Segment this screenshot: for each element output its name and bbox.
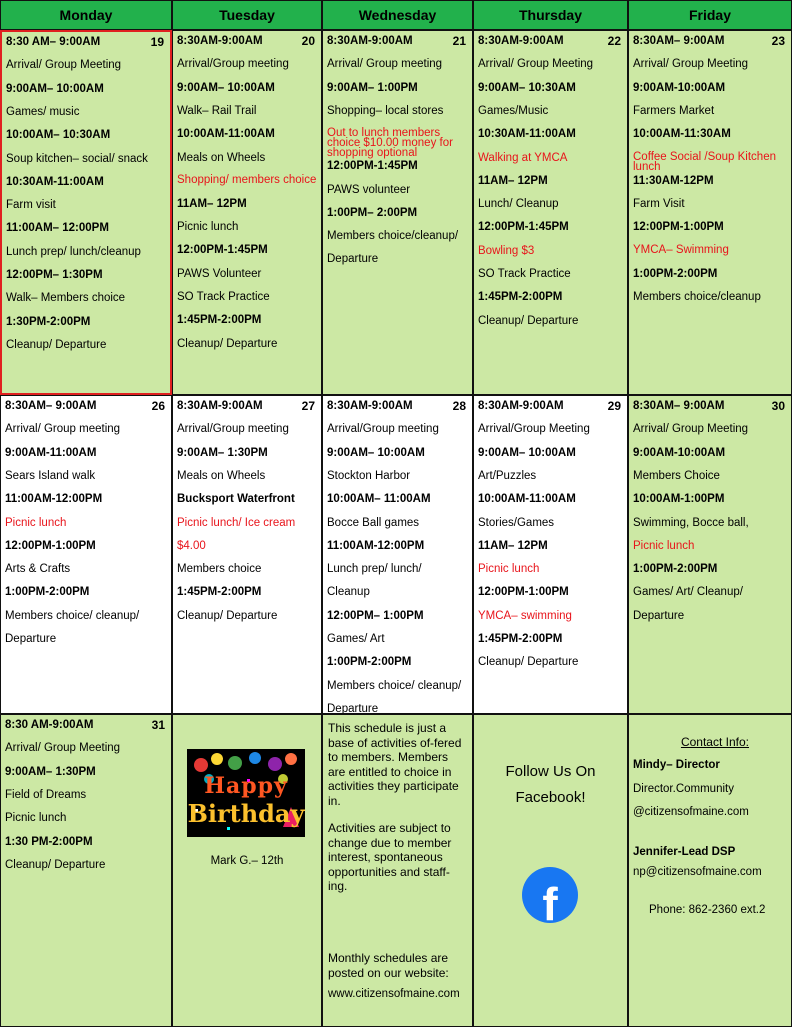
schedule-line: 11:00AM-12:00PM	[327, 539, 425, 552]
schedule-line: Members choice/cleanup/	[327, 230, 459, 243]
day-cell-30	[628, 395, 792, 714]
contact-line: Jennifer-Lead DSP	[633, 846, 736, 858]
schedule-line: Meals on Wheels	[177, 151, 266, 164]
schedule-line: Picnic lunch	[633, 539, 695, 552]
schedule-line: Arrival/ Group meeting	[327, 58, 443, 71]
note-paragraph: Activities are subject to change due to member interest, spontaneous opportunities and staff-ing.	[328, 821, 452, 893]
schedule-line: 8:30AM– 9:00AM	[5, 400, 97, 412]
day-cell-22	[473, 30, 628, 395]
schedule-line: Picnic lunch	[5, 812, 67, 825]
schedule-line: Members choice/ cleanup/	[327, 679, 462, 692]
schedule-line: Arrival/Group meeting	[327, 423, 439, 436]
schedule-line: Swimming, Bocce ball,	[633, 516, 749, 529]
day-cell-26	[0, 395, 172, 714]
day-number: 21	[452, 34, 466, 48]
website-link[interactable]: www.citizensofmaine.com	[328, 988, 460, 1000]
schedule-line: Arrival/ Group Meeting	[6, 59, 122, 72]
contact-heading: Contact Info:	[680, 735, 749, 749]
schedule-line: Stockton Harbor	[327, 469, 411, 482]
schedule-line: Arrival/ Group Meeting	[633, 423, 749, 436]
schedule-line: 1:45PM-2:00PM	[177, 586, 262, 599]
day-cell-20	[172, 30, 322, 395]
day-number: 30	[771, 399, 785, 413]
schedule-line: 10:00AM-11:00AM	[177, 128, 275, 141]
schedule-line: Shopping– local stores	[327, 104, 444, 117]
schedule-line: Arrival/ Group Meeting	[478, 58, 594, 71]
day-number: 22	[607, 34, 621, 48]
day-number: 31	[151, 718, 165, 732]
schedule-line: 11:30AM-12PM	[633, 174, 714, 187]
schedule-line: 8:30AM-9:00AM	[177, 400, 263, 412]
schedule-line: 1:30PM-2:00PM	[6, 315, 91, 328]
schedule-line: Walk– Members choice	[6, 292, 126, 305]
schedule-line: 8:30AM-9:00AM	[327, 35, 413, 47]
schedule-line: Farm Visit	[633, 197, 685, 210]
schedule-line: 1:00PM-2:00PM	[5, 586, 90, 599]
day-number: 29	[607, 399, 621, 413]
schedule-note-cell	[322, 714, 473, 1027]
schedule-line: Sears Island walk	[5, 469, 96, 482]
schedule-line: 1:45PM-2:00PM	[478, 291, 563, 304]
schedule-line: Walk– Rail Trail	[177, 104, 257, 117]
schedule-line: Members Choice	[633, 469, 720, 482]
day-number: 27	[301, 399, 315, 413]
day-cell-21	[322, 30, 473, 395]
schedule-line: 8:30 AM-9:00AM	[5, 719, 94, 731]
schedule-line: 9:00AM– 10:00AM	[327, 446, 425, 459]
day-cell-28	[322, 395, 473, 714]
note-paragraph: Monthly schedules are posted on our website:	[328, 951, 449, 980]
schedule-line: Picnic lunch	[177, 221, 239, 234]
birthday-cell	[172, 714, 322, 1027]
day-number: 20	[301, 34, 315, 48]
schedule-line: Cleanup/ Departure	[177, 609, 278, 622]
schedule-line: Lunch prep/ lunch/cleanup	[6, 245, 141, 258]
birthday-word-birthday: Birthday	[187, 799, 305, 828]
schedule-line: Walking at YMCA	[478, 151, 568, 164]
schedule-line: Departure	[5, 633, 57, 645]
day-cell-23	[628, 30, 792, 395]
contact-line: @citizensofmaine.com	[633, 806, 749, 818]
schedule-line: 1:00PM-2:00PM	[633, 563, 718, 576]
schedule-line: 11AM– 12PM	[177, 197, 247, 210]
schedule-line: $4.00	[177, 539, 206, 552]
schedule-line: Games/ Art/ Cleanup/	[633, 586, 743, 599]
day-number: 23	[771, 34, 785, 48]
schedule-line: 8:30AM– 9:00AM	[633, 400, 725, 412]
schedule-line: Shopping/ members choice	[177, 173, 317, 186]
day-header-thursday: Thursday	[473, 0, 628, 30]
schedule-line: Bucksport Waterfront	[177, 493, 295, 506]
schedule-line: Cleanup/ Departure	[478, 656, 579, 669]
birthday-word-happy: Happy	[204, 773, 288, 799]
facebook-icon[interactable]	[522, 867, 578, 923]
contact-line: np@citizensofmaine.com	[633, 866, 762, 878]
schedule-line: Farm visit	[6, 199, 56, 212]
schedule-line: 8:30AM-9:00AM	[478, 400, 564, 412]
schedule-line: 12:00PM-1:45PM	[327, 160, 418, 173]
schedule-line: 1:00PM-2:00PM	[327, 656, 412, 669]
schedule-line: 12:00PM-1:45PM	[478, 221, 569, 234]
schedule-line: Departure	[327, 702, 379, 714]
schedule-line: Lunch prep/ lunch/	[327, 563, 422, 576]
schedule-line: Arrival/Group meeting	[177, 423, 289, 436]
schedule-line: 11AM– 12PM	[478, 174, 548, 187]
schedule-line: Soup kitchen– social/ snack	[6, 152, 148, 165]
schedule-line: 10:00AM-11:00AM	[478, 493, 576, 506]
schedule-line: Stories/Games	[478, 516, 555, 529]
schedule-line: SO Track Practice	[177, 291, 270, 303]
day-header-monday: Monday	[0, 0, 172, 30]
contact-cell	[628, 714, 792, 1027]
schedule-line: 12:00PM-1:00PM	[633, 221, 724, 234]
schedule-line: Arrival/Group meeting	[177, 58, 289, 71]
schedule-line: Arrival/ Group Meeting	[5, 742, 121, 755]
facebook-glyph: f	[542, 878, 558, 923]
schedule-line: Cleanup/ Departure	[177, 337, 278, 350]
day-cell-31	[0, 714, 172, 1027]
schedule-line: Arrival/Group Meeting	[478, 423, 590, 436]
day-number: 28	[452, 399, 466, 413]
schedule-line: 9:00AM– 10:00AM	[6, 82, 104, 95]
contact-line: Mindy– Director	[633, 759, 720, 771]
schedule-line: 9:00AM– 1:30PM	[5, 765, 96, 778]
schedule-line: 8:30 AM– 9:00AM	[6, 36, 101, 48]
schedule-line: Arrival/ Group meeting	[5, 423, 121, 436]
schedule-line: YMCA– Swimming	[633, 244, 729, 257]
schedule-line: 10:00AM– 11:00AM	[327, 493, 431, 506]
schedule-line: Departure	[327, 253, 379, 266]
schedule-line: 11AM– 12PM	[478, 539, 548, 552]
schedule-line: Departure	[633, 609, 685, 622]
schedule-line: Games/Music	[478, 104, 549, 117]
schedule-line: Cleanup	[327, 586, 370, 599]
schedule-line: Members choice/cleanup	[633, 291, 761, 303]
schedule-line: 1:00PM-2:00PM	[633, 267, 718, 280]
schedule-line: Picnic lunch	[5, 516, 67, 529]
schedule-line: 9:00AM– 10:00AM	[177, 81, 275, 94]
schedule-line: YMCA– swimming	[478, 609, 572, 622]
schedule-line: Members choice/ cleanup/	[5, 609, 140, 622]
schedule-line: 8:30AM-9:00AM	[177, 35, 263, 47]
schedule-line: 11:00AM– 12:00PM	[6, 222, 109, 235]
schedule-line: PAWS Volunteer	[177, 267, 262, 280]
schedule-line: Lunch/ Cleanup	[478, 198, 559, 211]
schedule-line: 8:30AM-9:00AM	[327, 400, 413, 412]
day-cell-29	[473, 395, 628, 714]
schedule-line: Games/ music	[6, 105, 80, 118]
schedule-line: SO Track Practice	[478, 268, 571, 280]
schedule-line: Farmers Market	[633, 104, 715, 117]
schedule-line: 12:00PM-1:00PM	[5, 539, 96, 552]
schedule-line: Picnic lunch/ Ice cream	[177, 516, 296, 529]
schedule-line: 10:30AM-11:00AM	[6, 175, 104, 188]
schedule-line: Members choice	[177, 563, 262, 576]
schedule-line: Cleanup/ Departure	[6, 338, 107, 351]
contact-line: Director.Community	[633, 783, 734, 795]
note-paragraph: This schedule is just a base of activities of-fered to members. Members are entitled to choice in activities they participate in.	[328, 721, 462, 808]
schedule-line: 11:00AM-12:00PM	[5, 493, 103, 506]
schedule-line: 12:00PM– 1:30PM	[6, 269, 103, 281]
day-header-tuesday: Tuesday	[172, 0, 322, 30]
day-cell-19	[0, 30, 172, 395]
schedule-line: 1:30 PM-2:00PM	[5, 835, 93, 848]
schedule-line: 9:00AM-10:00AM	[633, 446, 726, 459]
schedule-line: Field of Dreams	[5, 788, 87, 801]
schedule-line: Bocce Ball games	[327, 516, 420, 529]
schedule-line: 10:00AM– 10:30AM	[6, 129, 111, 142]
schedule-line: 9:00AM-11:00AM	[5, 446, 97, 459]
schedule-line: 1:00PM– 2:00PM	[327, 206, 418, 219]
schedule-line: Arts & Crafts	[5, 563, 71, 576]
schedule-line: 10:30AM-11:00AM	[478, 128, 576, 141]
day-header-wednesday: Wednesday	[322, 0, 473, 30]
schedule-line: PAWS volunteer	[327, 183, 411, 196]
schedule-line: 12:00PM– 1:00PM	[327, 609, 424, 622]
day-header-friday: Friday	[628, 0, 792, 30]
schedule-line: Picnic lunch	[478, 563, 540, 576]
schedule-line: 12:00PM-1:00PM	[478, 586, 569, 599]
birthday-caption: Mark G.– 12th	[210, 855, 284, 867]
schedule-line: Cleanup/ Departure	[5, 858, 106, 871]
schedule-line: 9:00AM– 1:30PM	[177, 446, 268, 459]
schedule-line: Games/ Art	[327, 633, 385, 645]
schedule-line: Bowling $3	[478, 244, 535, 257]
schedule-line: 9:00AM– 1:00PM	[327, 81, 418, 94]
birthday-image	[187, 749, 305, 837]
follow-text: Follow Us On	[505, 763, 596, 780]
schedule-line: 8:30AM– 9:00AM	[633, 35, 725, 47]
schedule-line: 9:00AM-10:00AM	[633, 81, 726, 94]
facebook-cell	[473, 714, 628, 1027]
schedule-line: 10:00AM-1:00PM	[633, 493, 725, 506]
schedule-line: Out to lunch members choice $10.00 money for shopping optional	[327, 127, 453, 160]
schedule-line: 9:00AM– 10:00AM	[478, 446, 576, 459]
schedule-line: 12:00PM-1:45PM	[177, 244, 268, 257]
schedule-line: 1:45PM-2:00PM	[177, 314, 262, 327]
schedule-line: Art/Puzzles	[478, 469, 537, 482]
contact-phone: Phone: 862-2360 ext.2	[649, 904, 766, 916]
follow-text: Facebook!	[515, 789, 586, 806]
schedule-line: Arrival/ Group Meeting	[633, 58, 749, 71]
schedule-line: 10:00AM-11:30AM	[633, 128, 731, 141]
schedule-line: 9:00AM– 10:30AM	[478, 81, 576, 94]
schedule-line: Meals on Wheels	[177, 469, 266, 482]
schedule-line: Coffee Social /Soup Kitchen lunch	[633, 150, 776, 173]
day-cell-27	[172, 395, 322, 714]
schedule-line: Cleanup/ Departure	[478, 314, 579, 327]
day-number: 26	[151, 399, 165, 413]
day-number: 19	[150, 35, 164, 49]
schedule-line: 8:30AM-9:00AM	[478, 35, 564, 47]
schedule-line: 1:45PM-2:00PM	[478, 633, 563, 645]
